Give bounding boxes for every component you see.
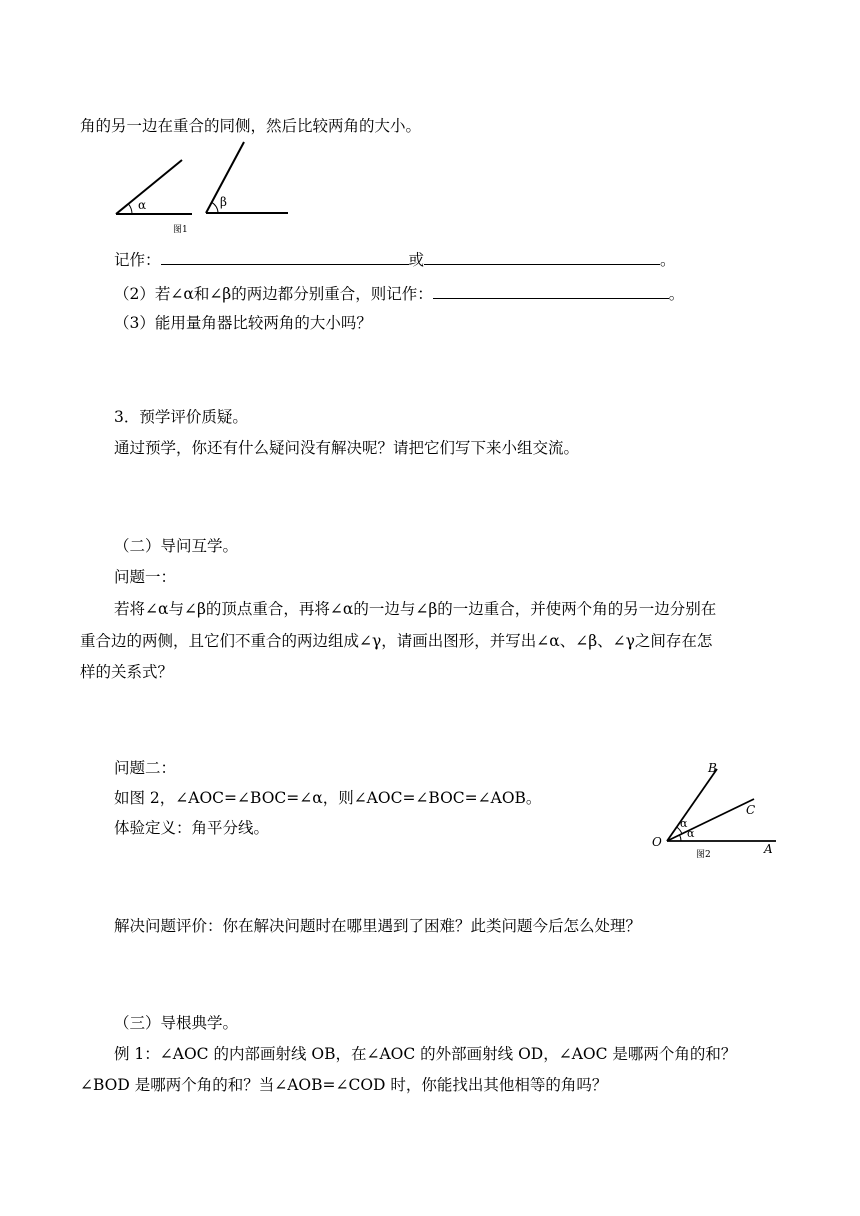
question-heading: 问题二： bbox=[114, 759, 177, 777]
alpha-label: α bbox=[138, 198, 147, 212]
question-heading: 问题一： bbox=[114, 568, 177, 586]
text-line: ∠BOD 是哪两个角的和？当∠AOB=∠COD 时，你能找出其他相等的角吗？ bbox=[80, 1076, 608, 1094]
text-line: 体验定义：角平分线。 bbox=[114, 819, 270, 837]
alpha-lower-label: α bbox=[687, 827, 695, 840]
alpha-arc bbox=[128, 204, 132, 214]
answer-blank-1[interactable] bbox=[161, 249, 409, 265]
alpha-upper-label: α bbox=[680, 817, 688, 830]
alpha-side-slanted bbox=[116, 160, 182, 214]
answer-blank-2[interactable] bbox=[424, 249, 660, 265]
figure-2-caption: 图2 bbox=[696, 850, 711, 860]
answer-blank-3[interactable] bbox=[433, 283, 669, 299]
text-line: （3）能用量角器比较两角的大小吗？ bbox=[114, 314, 372, 332]
text-line: 如图 2，∠AOC=∠BOC=∠α，则∠AOC=∠BOC=∠AOB。 bbox=[114, 789, 542, 807]
section-heading: 3．预学评价质疑。 bbox=[114, 408, 248, 426]
question-2-text: （2）若∠α和∠β的两边都分别重合，则记作： bbox=[114, 285, 433, 303]
text-line: 若将∠α与∠β的顶点重合，再将∠α的一边与∠β的一边重合，并使两个角的另一边分别在 bbox=[114, 600, 717, 618]
figure-1 bbox=[110, 138, 300, 238]
label-C: C bbox=[746, 803, 756, 817]
section-heading: （二）导问互学。 bbox=[114, 537, 239, 555]
question-2-line: （2）若∠α和∠β的两边都分别重合，则记作： 。 bbox=[114, 285, 685, 303]
text-line: 通过预学，你还有什么疑问没有解决呢？请把它们写下来小组交流。 bbox=[114, 439, 580, 457]
arc-lower bbox=[680, 835, 681, 841]
section-heading: （三）导根典学。 bbox=[114, 1014, 239, 1032]
or-label: 或 bbox=[408, 251, 425, 269]
label-O: O bbox=[652, 835, 662, 849]
label-B: B bbox=[708, 761, 717, 775]
notation-line: 记作： 或 。 bbox=[114, 251, 676, 269]
text-line: 解决问题评价：你在解决问题时在哪里遇到了困难？此类问题今后怎么处理？ bbox=[114, 917, 642, 935]
beta-arc bbox=[212, 202, 218, 213]
figure-1-caption: 图1 bbox=[173, 225, 188, 235]
beta-label: β bbox=[220, 195, 227, 209]
label-A: A bbox=[764, 842, 773, 856]
text-line: 样的关系式？ bbox=[80, 663, 174, 681]
text-line: 例 1：∠AOC 的内部画射线 OB，在∠AOC 的外部画射线 OD，∠AOC 是哪两个角的和？ bbox=[114, 1045, 737, 1063]
text-line: 重合边的两侧，且它们不重合的两边组成∠γ，请画出图形，并写出∠α、∠β、∠γ之间存在怎 bbox=[80, 632, 713, 650]
text-line: 角的另一边在重合的同侧，然后比较两角的大小。 bbox=[80, 117, 422, 135]
notation-label: 记作： bbox=[114, 251, 161, 269]
figure-2 bbox=[640, 755, 790, 865]
